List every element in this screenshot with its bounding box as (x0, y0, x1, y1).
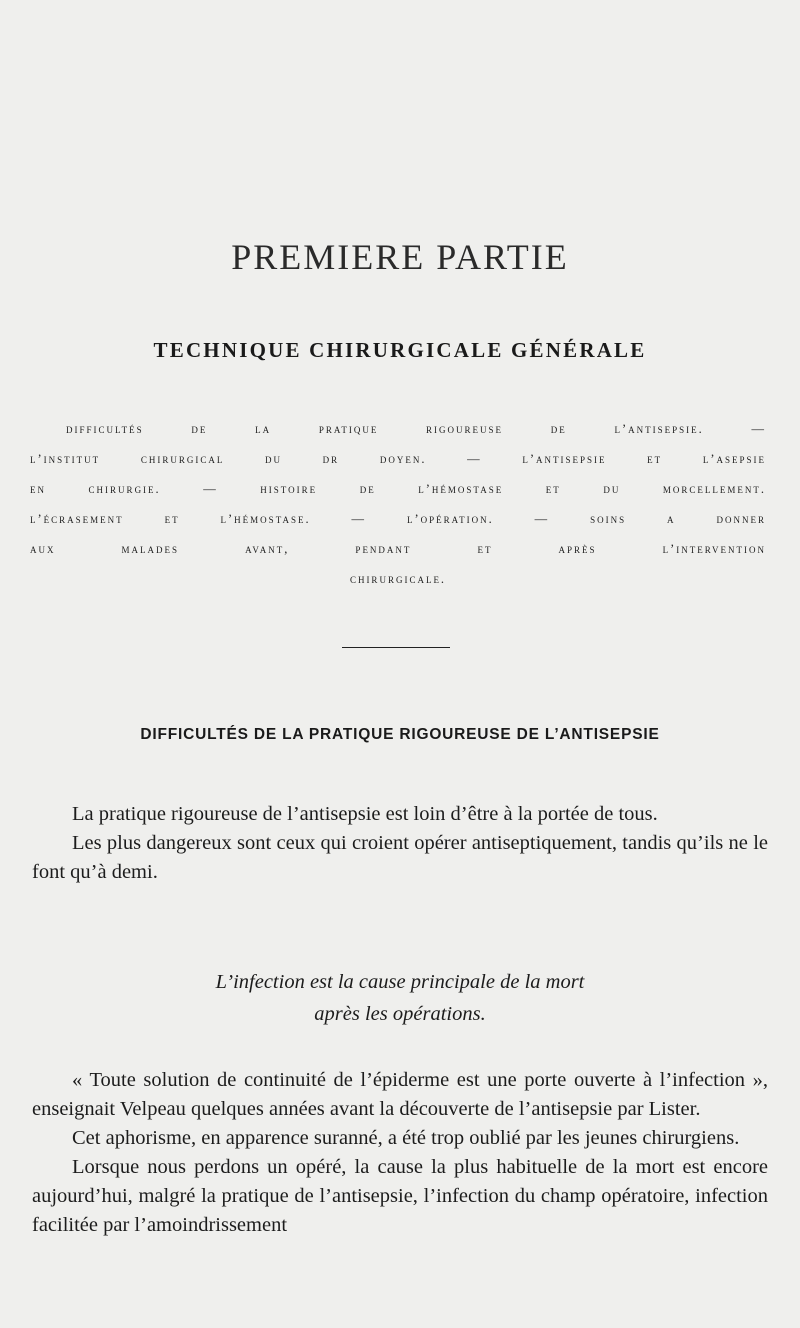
summary-line: difficultés de la pratique rigoureuse de l’antisepsie. — (66, 422, 766, 436)
body-text-block (32, 1066, 768, 1240)
chapter-summary (30, 414, 766, 594)
italic-heading (0, 966, 800, 1030)
body-text-block (32, 800, 768, 887)
paragraph: « Toute solution de continuité de l’épiderme est une porte ouverte à l’infection », enseignait Velpeau quelques années avant la découverte de l’antisepsie par Lister. (32, 1069, 768, 1120)
paragraph: La pratique rigoureuse de l’antisepsie est loin d’être à la portée de tous. (72, 803, 658, 825)
italic-heading-line: L’infection est la cause principale de la mort (215, 971, 585, 993)
subsection-title: DIFFICULTÉS DE LA PRATIQUE RIGOUREUSE DE L’ANTISEPSIE (140, 726, 660, 743)
part-title: PREMIERE PARTIE (231, 237, 569, 277)
summary-line: aux malades avant, pendant et après l’intervention (30, 542, 766, 556)
italic-heading-line: après les opérations. (314, 1003, 486, 1025)
paragraph: Lorsque nous perdons un opéré, la cause la plus habituelle de la mort est encore aujourd’hui, malgré la pratique de l’antisepsie, l’infection du champ opératoire, infection facilitée par l’amoindrissement (32, 1156, 768, 1236)
section-title: TECHNIQUE CHIRURGICALE GÉNÉRALE (153, 338, 647, 362)
divider-rule (342, 647, 450, 648)
summary-line: chirurgicale. (349, 572, 447, 586)
paragraph: Cet aphorisme, en apparence suranné, a été trop oublié par les jeunes chirurgiens. (72, 1127, 740, 1149)
paragraph: Les plus dangereux sont ceux qui croient opérer antiseptiquement, tandis qu’ils ne le font qu’à demi. (32, 832, 768, 883)
summary-line: en chirurgie. — histoire de l’hémostase et du morcellement. (30, 482, 766, 496)
summary-line: l’écrasement et l’hémostase. — l’opération. — soins a donner (30, 512, 766, 526)
summary-line: l’institut chirurgical du dr doyen. — l’antisepsie et l’asepsie (30, 452, 766, 466)
